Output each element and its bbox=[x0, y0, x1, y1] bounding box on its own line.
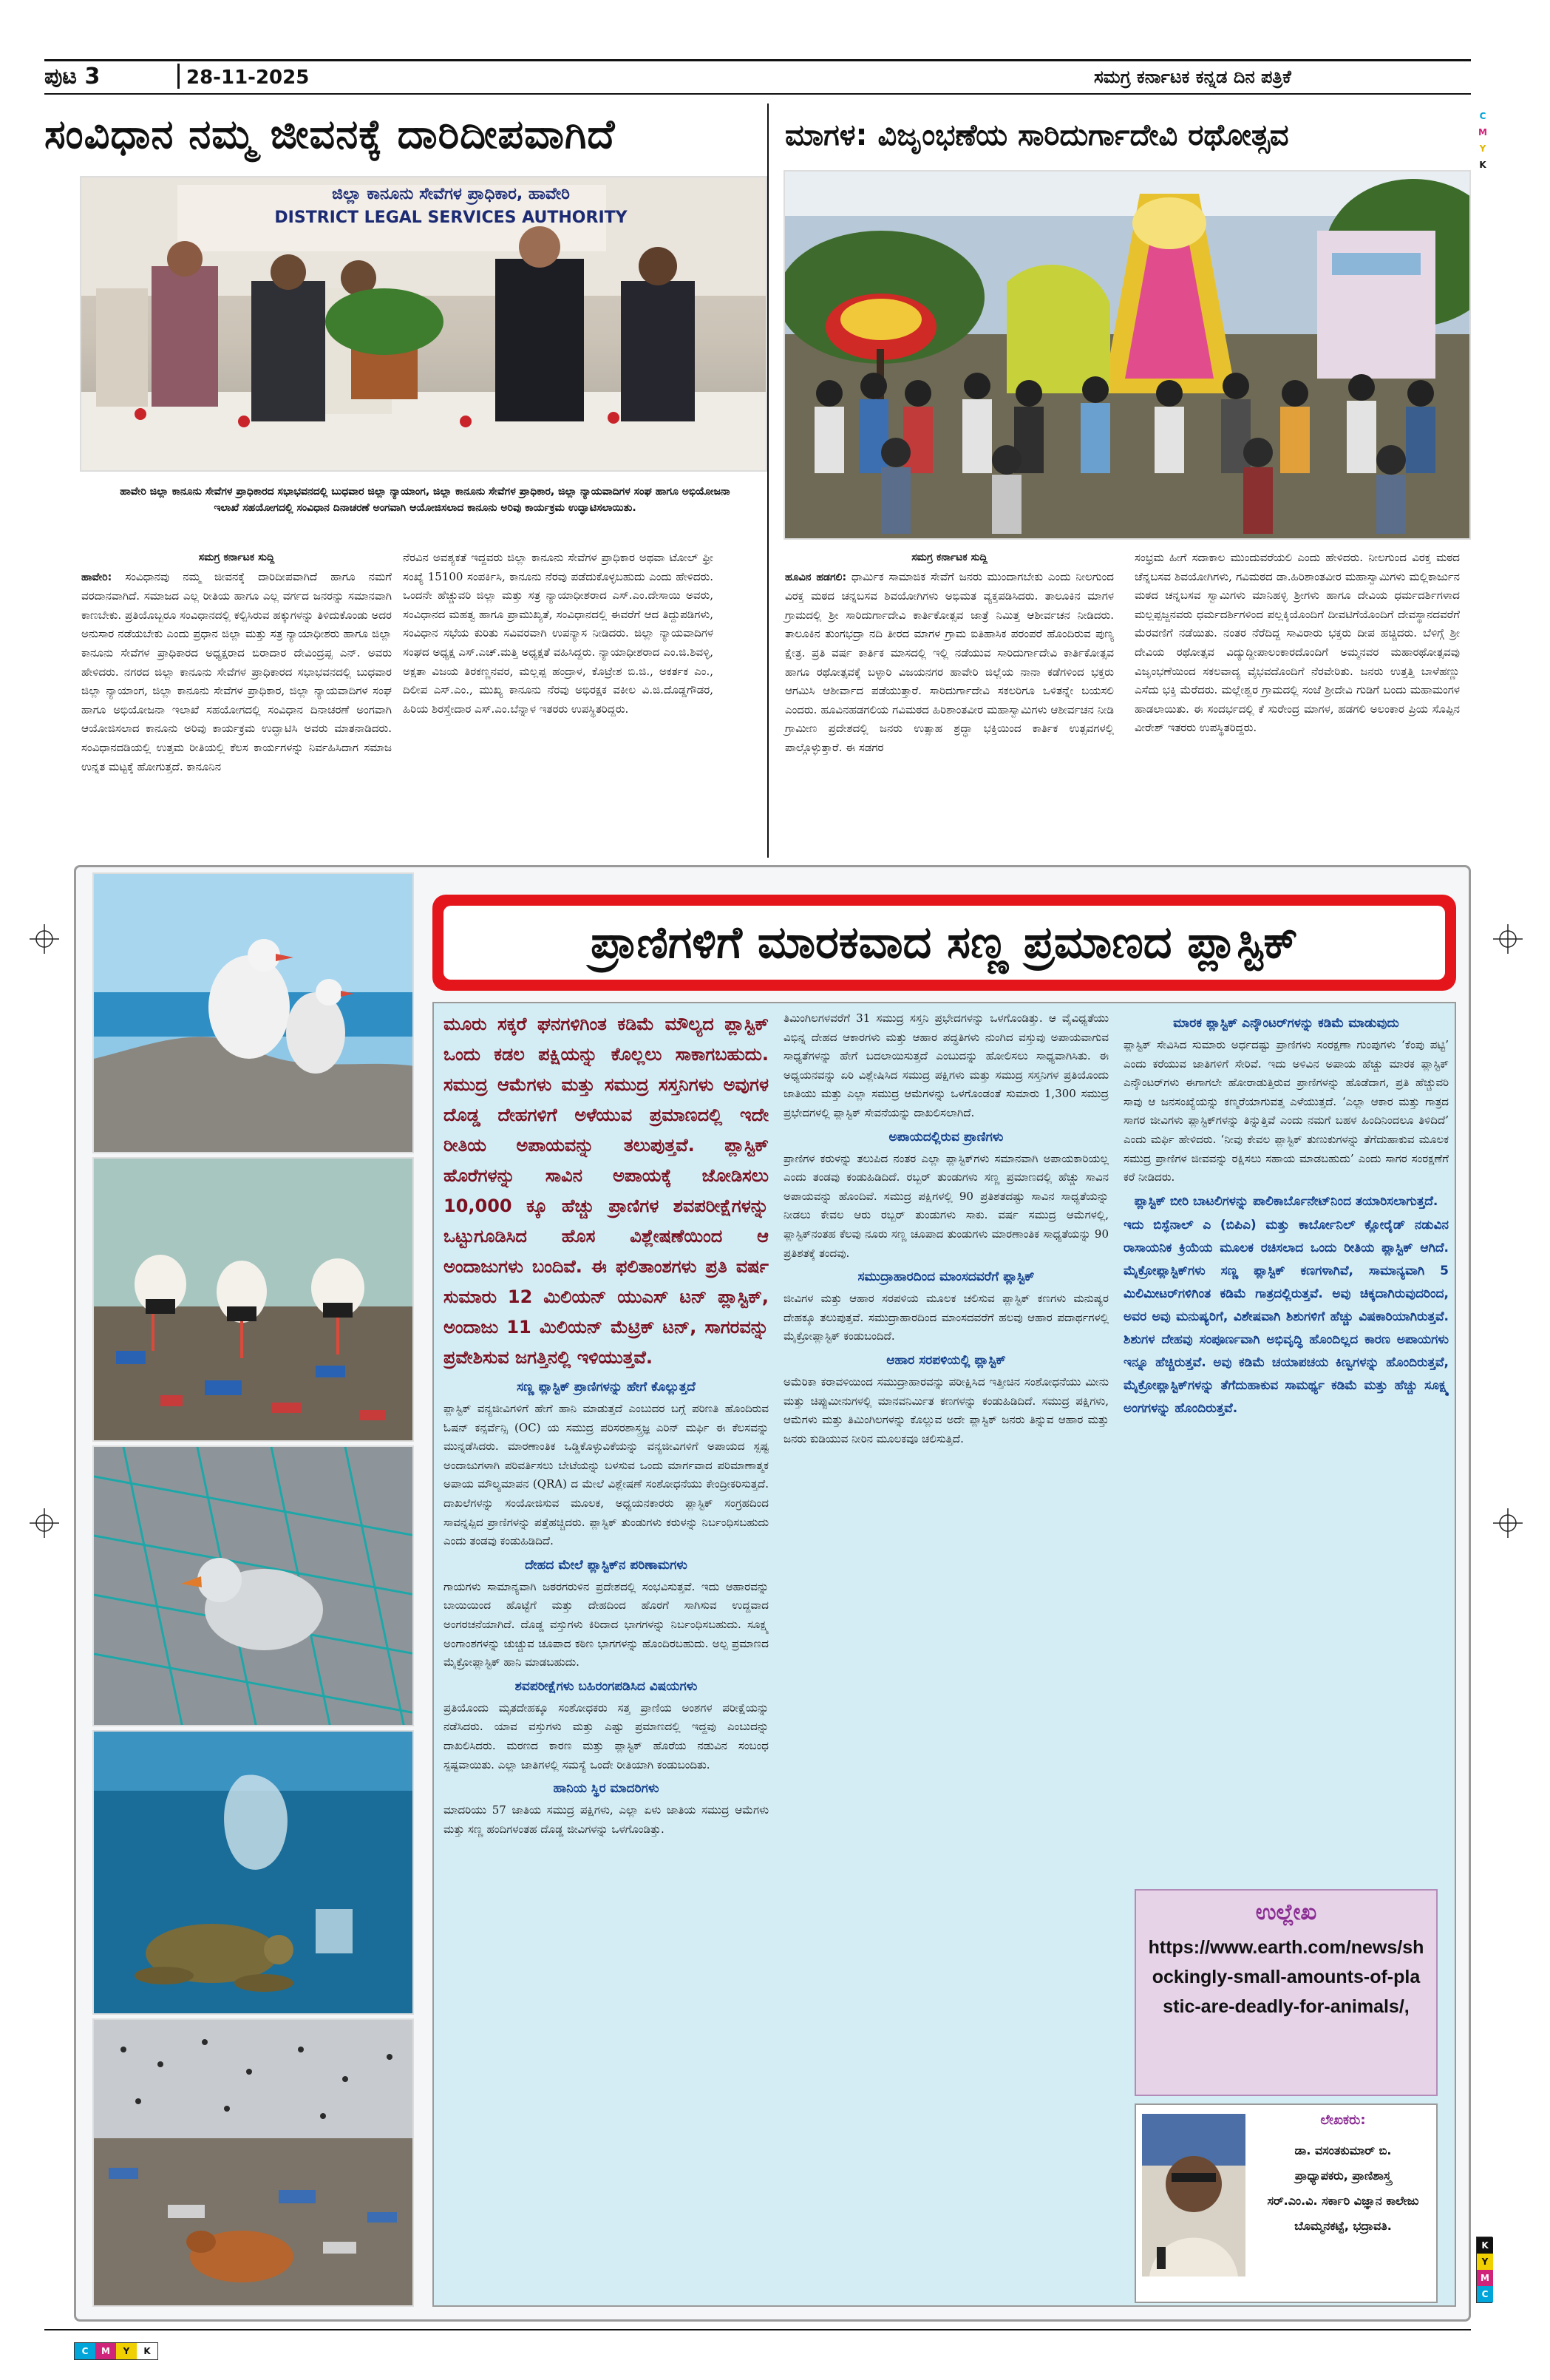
seagull-photo bbox=[92, 872, 414, 1153]
subhead-how-plastic-kills: ಸಣ್ಣ ಪ್ಲಾಸ್ಟಿಕ್ ಪ್ರಾಣಿಗಳನ್ನು ಹೇಗೆ ಕೊಲ್ಲುತ್ತದೆ bbox=[517, 1380, 696, 1394]
author-label: ಲೇಖಕರು: bbox=[1320, 2112, 1366, 2128]
feature-colA-text4: ಮಾದರಿಯು 57 ಜಾತಿಯ ಸಮುದ್ರ ಪಕ್ಷಿಗಳು, ಎಲ್ಲಾ ಏಳು ಜಾತಿಯ ಸಮುದ್ರ ಆಮೆಗಳು ಮತ್ತು ಸಣ್ಣ ಹಂದಿಗಳಂತಹ ದೊಡ್ಡ ಜೀವಿಗಳನ್ನು ಒಳಗೊಂಡಿತ್ತು. bbox=[443, 1803, 769, 1836]
author-name: ಡಾ. ವಸಂತಕುಮಾರ್ ಬಿ. bbox=[1294, 2143, 1392, 2157]
cmyk-letter: K bbox=[1479, 160, 1486, 170]
paper-name: ಸಮಗ್ರ ಕರ್ನಾಟಕ ಕನ್ನಡ ದಿನ ಪತ್ರಿಕೆ bbox=[1094, 67, 1291, 87]
feature-colC-strong: ಇದು ಬಿಸ್ಫೆನಾಲ್ ಎ (ಬಿಪಿಎ) ಮತ್ತು ಕಾರ್ಬೋನಿಲ್ ಕ್ಲೋರೈಡ್ ನಡುವಿನ ರಾಸಾಯನಿಕ ಕ್ರಿಯೆಯ ಮೂಲಕ ರಚಿಸಲಾದ ಒಂದು ರೀತಿಯ ಪ್ಲಾಸ್ಟಿಕ್ ಆಗಿದೆ. ಮೈಕ್ರೋಪ್ಲಾಸ್ಟಿಕ್‌ಗಳು ಸಣ್ಣ ಪ್ಲಾಸ್ಟಿಕ್ ಕಣಗಳಾಗಿವೆ, ಸಾಮಾನ್ಯವಾಗಿ 5 ಮಿಲಿಮೀಟರ್‌ಗಳಿಗಿಂತ ಕಡಿಮೆ ಗಾತ್ರದಲ್ಲಿರುತ್ತವೆ. ಅವು ಚಿಕ್ಕದಾಗಿರುವುದರಿಂದ, ಅವರ ಅವು ಮನುಷ್ಯರಿಗೆ, ವಿಶೇಷವಾಗಿ ಶಿಶುಗಳಿಗೆ ಹೆಚ್ಚು ವಿಷಕಾರಿಯಾಗಿರುತ್ತವೆ. ಶಿಶುಗಳ ದೇಹವು ಸಂಪೂರ್ಣವಾಗಿ ಅಭಿವೃದ್ಧಿ ಹೊಂದಿಲ್ಲದ ಕಾರಣ ಅಪಾಯಗಳು ಇನ್ನೂ ಹೆಚ್ಚಿರುತ್ತವೆ. ಅವು ಕಡಿಮೆ ಚಯಾಪಚಯ ಕಿಣ್ವಗಳನ್ನು ಹೊಂದಿರುತ್ತವೆ, ಮೈಕ್ರೋಪ್ಲಾಸ್ಟಿಕ್‌ಗಳನ್ನು ತೆಗೆದುಹಾಕುವ ಸಾಮರ್ಥ್ಯ ಕಡಿಮೆ ಮತ್ತು ಹೆಚ್ಚು ಸೂಕ್ಷ್ಮ ಅಂಗಗಳನ್ನು ಹೊಂದಿರುತ್ತವೆ. bbox=[1124, 1217, 1449, 1416]
reference-url[interactable]: https://www.earth.com/news/shockingly-small-amounts-of-plastic-are-deadly-for-animals/, bbox=[1148, 1937, 1424, 2017]
story1-col1-text: ಸಂವಿಧಾನವು ನಮ್ಮ ಜೀವನಕ್ಕೆ ದಾರಿದೀಪವಾಗಿದೆ ಹಾಗೂ ನಮಗೆ ವರದಾನವಾಗಿದೆ. ಸಮಾಜದ ಎಲ್ಲ ರೀತಿಯ ಹಾಗೂ ಎಲ್ಲ ವರ್ಗದ ಜನರನ್ನು ಸಮಾನವಾಗಿ ಕಾಣಬೇಕು. ಪ್ರತಿಯೊಬ್ಬರೂ ಸಂವಿಧಾನದಲ್ಲಿ ಕಲ್ಪಿಸಿರುವ ಹಕ್ಕುಗಳನ್ನು ತಿಳಿದುಕೊಂಡು ಅದರ ಅನುಸಾರ ನಡೆಯಬೇಕು ಎಂದು ಪ್ರಧಾನ ಜಿಲ್ಲಾ ಮತ್ತು ಸತ್ರ ನ್ಯಾಯಾಧೀಶರು ಹಾಗೂ ಜಿಲ್ಲಾ ಕಾನೂನು ಸೇವೆಗಳ ಪ್ರಾಧಿಕಾರದ ಅಧ್ಯಕ್ಷರಾದ ಬಿರಾದಾರ ದೇವಿಂದ್ರಪ್ಪ ಎನ್. ಅವರು ಹೇಳಿದರು. ನಗರದ ಜಿಲ್ಲಾ ಕಾನೂನು ಸೇವೆಗಳ ಪ್ರಾಧಿಕಾರದ ಸಭಾಭವನದಲ್ಲಿ ಬುಧವಾರ ಜಿಲ್ಲಾ ನ್ಯಾಯಾಂಗ, ಜಿಲ್ಲಾ ಕಾನೂನು ಸೇವೆಗಳ ಪ್ರಾಧಿಕಾರ, ಜಿಲ್ಲಾ ನ್ಯಾಯವಾದಿಗಳ ಸಂಘ ಹಾಗೂ ಅಭಿಯೋಜನಾ ಇಲಾಖೆ ಸಹಯೋಗದಲ್ಲಿ ಸಂವಿಧಾನ ದಿನಾಚರಣೆ ಅಂಗವಾಗಿ ಆಯೋಜಿಸಲಾದ ಕಾನೂನು ಅರಿವು ಕಾರ್ಯಕ್ರಮ ಉದ್ಘಾಟಿಸಿ ಅವರು ಮಾತನಾಡಿದರು. ಸಂವಿಧಾನದಡಿಯಲ್ಲಿ ಉತ್ತಮ ರೀತಿಯಲ್ಲಿ ಕೆಲಸ ಕಾರ್ಯಗಳನ್ನು ನಿರ್ವಹಿಸಿದಾಗ ಸಮಾಜ ಉನ್ನತ ಮಟ್ಟಕ್ಕೆ ಹೋಗುತ್ತದೆ. ಕಾನೂನಿನ bbox=[81, 569, 392, 773]
author-portrait-image bbox=[1142, 2114, 1245, 2276]
story2-col1 bbox=[785, 549, 1114, 844]
cmyk-strip-top bbox=[1475, 108, 1491, 173]
feature-colB-text1: ತಿಮಿಂಗಿಲಗಳವರೆಗೆ 31 ಸಮುದ್ರ ಸಸ್ತನಿ ಪ್ರಭೇದಗಳನ್ನು ಒಳಗೊಂಡಿತ್ತು. ಆ ವೈವಿಧ್ಯತೆಯು ವಿಭಿನ್ನ ದೇಹದ ಆಕಾರಗಳು ಮತ್ತು ಆಹಾರ ಪದ್ಧತಿಗಳು ನುಂಗಿದ ವಸ್ತುವು ಅಪಾಯವಾಗುವ ಸಾಧ್ಯತೆಗಳನ್ನು ಹೇಗೆ ಬದಲಾಯಿಸುತ್ತದೆ ಎಂಬುದನ್ನು ಹೋಲಿಸಲು ಸಾಧ್ಯವಾಗಿಸಿತು. ಈ ಅಧ್ಯಯನವನ್ನು ಏರಿ ವಿಶ್ಲೇಷಿಸಿದ ಸಮುದ್ರ ಪಕ್ಷಿಗಳು ಮತ್ತು ಸಮುದ್ರ ಸಸ್ತನಿಗಳ ಪ್ರತಿಯೊಂದು ಜಾತಿಯು ಮತ್ತು ಎಲ್ಲಾ ಸಮುದ್ರ ಆಮೆಗಳನ್ನು ಒಳಗೊಂಡಂತೆ ಸುಮಾರು 1,300 ಸಮುದ್ರ ಪ್ರಭೇದಗಳಲ್ಲಿ ಪ್ಲಾಸ್ಟಿಕ್ ಸೇವನೆಯನ್ನು ದಾಖಲಿಸಲಾಗಿದೆ. bbox=[784, 1011, 1109, 1119]
story1-dateline: ಹಾವೇರಿ: bbox=[81, 571, 112, 583]
feature-col-c bbox=[1124, 1009, 1449, 1874]
landfill-photo bbox=[92, 2018, 414, 2307]
story2-col2 bbox=[1135, 549, 1460, 844]
story2-byline: ಸಮಗ್ರ ಕರ್ನಾಟಕ ಸುದ್ದಿ bbox=[911, 552, 988, 563]
registration-mark-icon bbox=[1493, 1508, 1523, 1538]
cmyk-letter: Y bbox=[1479, 143, 1486, 154]
masthead-divider bbox=[177, 64, 180, 89]
column-divider bbox=[767, 104, 769, 858]
top-rule bbox=[44, 59, 1471, 61]
cmyk-letter: C bbox=[1479, 111, 1486, 121]
page-label: ಪುಟ 3 bbox=[44, 64, 101, 89]
turtle-with-plastic-bag-image bbox=[94, 1732, 414, 2015]
cmyk-letter: Y bbox=[1477, 2254, 1493, 2270]
landfill-with-birds-and-cow-image bbox=[94, 2020, 414, 2307]
subhead-effects-on-body: ದೇಹದ ಮೇಲೆ ಪ್ಲಾಸ್ಟಿಕ್‌ನ ಪರಿಣಾಮಗಳು bbox=[525, 1557, 687, 1573]
author-details bbox=[1254, 2138, 1432, 2239]
cmyk-strip-side bbox=[1476, 2237, 1492, 2303]
reference-box bbox=[1135, 1889, 1438, 2096]
photo-banner-en: DISTRICT LEGAL SERVICES AUTHORITY bbox=[274, 208, 628, 227]
subhead-reducing-encounters: ಮಾರಕ ಪ್ಲಾಸ್ಟಿಕ್ ಎನ್ಕೌಂಟರ್‌ಗಳನ್ನು ಕಡಿಮೆ ಮಾಡುವುದು bbox=[1173, 1016, 1399, 1031]
net-bird-photo bbox=[92, 1445, 414, 1726]
story1-col2-text: ನೆರವಿನ ಅವಶ್ಯಕತೆ ಇದ್ದವರು ಜಿಲ್ಲಾ ಕಾನೂನು ಸೇವೆಗಳ ಪ್ರಾಧಿಕಾರ ಅಥವಾ ಟೋಲ್ ಫ್ರೀ ಸಂಖ್ಯೆ 15100 ಸಂಪರ್ಕಿಸಿ, ಕಾನೂನು ನೆರವು ಪಡೆದುಕೊಳ್ಳಬಹುದು ಎಂದು ಹೇಳಿದರು. ಒಂದನೇ ಹೆಚ್ಚುವರಿ ಜಿಲ್ಲಾ ಮತ್ತು ಸತ್ರ ನ್ಯಾಯಾಧೀಶರಾದ ಎಸ್.ಎಂ.ದೇಸಾಯಿ ಅವರು, ಸಂವಿಧಾನದ ಮಹತ್ವ ಹಾಗೂ ಪ್ರಾಮುಖ್ಯತೆ, ಸಂವಿಧಾನದಲ್ಲಿ ಈವರೆಗೆ ಆದ ತಿದ್ದುಪಡಿಗಳು, ಸಂವಿಧಾನ ಸಭೆಯ ಕುರಿತು ಸವಿವರವಾಗಿ ಉಪನ್ಯಾಸ ನೀಡಿದರು. ಜಿಲ್ಲಾ ನ್ಯಾಯವಾದಿಗಳ ಸಂಘದ ಅಧ್ಯಕ್ಷ ಎಸ್.ಎಚ್.ಮತ್ತಿ ಅಧ್ಯಕ್ಷತೆ ವಹಿಸಿದ್ದರು. ನ್ಯಾಯಾಧೀಶರಾದ ಎಂ.ಜಿ.ಶಿವಳ್ಳಿ, ಅಕ್ಷತಾ ವಿಜಯ ತಿರಕಣ್ಣನವರ, ಮಲ್ಲಪ್ಪ ಹಂದ್ರಾಳ, ಕೊಟ್ರೇಶ ಬಿ.ಜಿ., ಅಕರ್ತಕ ಎಂ., ದಿಲೀಪ ಎಸ್.ಎಂ., ಮುಖ್ಯ ಕಾನೂನು ನೆರವು ಅಭಿರಕ್ಷಕ ವಕೀಲ ವಿ.ಜಿ.ದೊಡ್ಡಗೌಡರ, ಹಿರಿಯ ಶಿರಸ್ತೇದಾರ ಎಸ್.ಎಂ.ಬೆನ್ನಾಳ ಇತರರು ಉಪಸ್ಥಿತರಿದ್ದರು. bbox=[403, 551, 713, 716]
photo-banner-kn: ಜಿಲ್ಲಾ ಕಾನೂನು ಸೇವೆಗಳ ಪ್ರಾಧಿಕಾರ, ಹಾವೇರಿ bbox=[332, 185, 570, 203]
feature-colC-text1: ಪ್ಲಾಸ್ಟಿಕ್ ಸೇವಿಸಿದ ಸುಮಾರು ಅರ್ಧದಷ್ಟು ಪ್ರಾಣಿಗಳು ಸಂರಕ್ಷಣಾ ಗುಂಪುಗಳು ‘ಕೆಂಪು ಪಟ್ಟಿ’ ಎಂದು ಕರೆಯುವ ಜಾತಿಗಳಿಗೆ ಸೇರಿವೆ. ಇದು ಅಳಿವಿನ ಅಪಾಯ ಹೆಚ್ಚು ಮಾರಕ ಪ್ಲಾಸ್ಟಿಕ್ ಎನ್ಕೌಂಟರ್‌ಗಳು ಈಗಾಗಲೇ ಹೋರಾಡುತ್ತಿರುವ ಪ್ರಾಣಿಗಳನ್ನು ಹೊಡೆದಾಗ, ಪ್ರತಿ ಹೆಚ್ಚುವರಿ ಸಾವು ಆ ಜನಸಂಖ್ಯೆಯನ್ನು ಕಣ್ಮರೆಯಾಗುವತ್ತ ಎಳೆಯುತ್ತದೆ. ‘ಎಲ್ಲಾ ಆಕಾರ ಮತ್ತು ಗಾತ್ರದ ಸಾಗರ ಜೀವಿಗಳು ಪ್ಲಾಸ್ಟಿಕ್‌ಗಳನ್ನು ತಿನ್ನುತ್ತಿವೆ ಎಂದು ನಮಗೆ ಬಹಳ ಹಿಂದಿನಿಂದಲೂ ತಿಳಿದಿದೆ’ ಎಂದು ಮರ್ಫಿ ಹೇಳಿದರು. ‘ನೀವು ಕೇವಲ ಪ್ಲಾಸ್ಟಿಕ್ ತುಣುಕುಗಳನ್ನು ತೆಗೆದುಹಾಕುವ ಮೂಲಕ ಸಮುದ್ರ ಪ್ರಾಣಿಗಳ ಜೀವವನ್ನು ರಕ್ಷಿಸಲು ಸಹಾಯ ಮಾಡಬಹುದು’ ಎಂದು ಸಾಗರ ಸಂರಕ್ಷಣೆಗೆ ಕರೆ ನೀಡಿದರು. bbox=[1124, 1038, 1449, 1184]
turtle-photo bbox=[92, 1730, 414, 2015]
registration-mark-icon bbox=[30, 1508, 59, 1538]
story1-col1 bbox=[81, 549, 392, 844]
masthead-rule bbox=[44, 93, 1471, 95]
subhead-animals-at-risk: ಅಪಾಯದಲ್ಲಿರುವ ಪ್ರಾಣಿಗಳು bbox=[888, 1129, 1004, 1145]
cmyk-letter: C bbox=[75, 2343, 95, 2359]
subhead-polycarbonate-bottles: ಪ್ಲಾಸ್ಟಿಕ್ ಬೀರಿ ಬಾಟಲಿಗಳನ್ನು ಪಾಲಿಕಾರ್ಬೊನೇಟ್‌ನಿಂದ ತಯಾರಿಸಲಾಗುತ್ತದೆ. bbox=[1134, 1193, 1438, 1209]
feature-lead: ಮೂರು ಸಕ್ಕರೆ ಘನಗಳಿಗಿಂತ ಕಡಿಮೆ ಮೌಲ್ಯದ ಪ್ಲಾಸ್ಟಿಕ್ ಒಂದು ಕಡಲ ಪಕ್ಷಿಯನ್ನು ಕೊಲ್ಲಲು ಸಾಕಾಗಬಹುದು. ಸಮುದ್ರ ಆಮೆಗಳು ಮತ್ತು ಸಮುದ್ರ ಸಸ್ತನಿಗಳು ಅವುಗಳ ದೊಡ್ಡ ದೇಹಗಳಿಗೆ ಅಳೆಯುವ ಪ್ರಮಾಣದಲ್ಲಿ ಇದೇ ರೀತಿಯ ಅಪಾಯವನ್ನು ತಲುಪುತ್ತವೆ. ಪ್ಲಾಸ್ಟಿಕ್ ಹೊರೆಗಳನ್ನು ಸಾವಿನ ಅಪಾಯಕ್ಕೆ ಜೋಡಿಸಲು 10,000 ಕ್ಕೂ ಹೆಚ್ಚು ಪ್ರಾಣಿಗಳ ಶವಪರೀಕ್ಷೆಗಳನ್ನು ಒಟ್ಟುಗೂಡಿಸಿದ ಹೊಸ ವಿಶ್ಲೇಷಣೆಯಿಂದ ಆ ಅಂದಾಜುಗಳು ಬಂದಿವೆ. ಈ ಫಲಿತಾಂಶಗಳು ಪ್ರತಿ ವರ್ಷ ಸುಮಾರು 12 ಮಿಲಿಯನ್ ಯುಎಸ್ ಟನ್ ಪ್ಲಾಸ್ಟಿಕ್, ಅಂದಾಜು 11 ಮಿಲಿಯನ್ ಮೆಟ್ರಿಕ್ ಟನ್, ಸಾಗರವನ್ನು ಪ್ರವೇಶಿಸುವ ಜಗತ್ತಿನಲ್ಲಿ ಇಳಿಯುತ್ತವೆ. bbox=[443, 1014, 769, 1368]
storks-on-garbage-image bbox=[94, 1159, 414, 1442]
chariot-festival-photo bbox=[785, 172, 1471, 540]
author-place: ಬೊಮ್ಮನಕಟ್ಟೆ, ಭದ್ರಾವತಿ. bbox=[1294, 2219, 1392, 2233]
feature-headline: ಪ್ರಾಣಿಗಳಿಗೆ ಮಾರಕವಾದ ಸಣ್ಣ ಪ್ರಮಾಣದ ಪ್ಲಾಸ್ಟಿಕ್ bbox=[591, 917, 1298, 969]
subhead-autopsy-findings: ಶವಪರೀಕ್ಷೆಗಳು ಬಹಿರಂಗಪಡಿಸಿದ ವಿಷಯಗಳು bbox=[514, 1678, 698, 1694]
author-photo bbox=[1142, 2114, 1245, 2276]
feature-colB-text3: ಜೀವಿಗಳ ಮತ್ತು ಆಹಾರ ಸರಪಳಿಯ ಮೂಲಕ ಚಲಿಸುವ ಪ್ಲಾಸ್ಟಿಕ್ ಕಣಗಳು ಮನುಷ್ಯರ ದೇಹಕ್ಕೂ ತಲುಪುತ್ತವೆ. ಸಮುದ್ರಾಹಾರದಿಂದ ಮಾಂಸದವರೆಗೆ ಹಲವು ಆಹಾರ ಪದಾರ್ಥಗಳಲ್ಲಿ ಮೈಕ್ರೋಪ್ಲಾಸ್ಟಿಕ್ ಕಂಡುಬಂದಿದೆ. bbox=[784, 1292, 1109, 1343]
cmyk-letter: M bbox=[95, 2343, 116, 2359]
author-box bbox=[1135, 2103, 1438, 2303]
feature-col-a bbox=[443, 1009, 769, 2296]
subhead-harm-patterns: ಹಾನಿಯ ಸ್ಥಿರ ಮಾದರಿಗಳು bbox=[553, 1781, 659, 1797]
feature-colA-text2: ಗಾಯಗಳು ಸಾಮಾನ್ಯವಾಗಿ ಜಠರಗರುಳಿನ ಪ್ರದೇಶದಲ್ಲಿ ಸಂಭವಿಸುತ್ತವೆ. ಇದು ಆಹಾರವನ್ನು ಬಾಯಿಯಿಂದ ಹೊಟ್ಟೆಗೆ ಮತ್ತು ದೇಹದಿಂದ ಹೊರಗೆ ಸಾಗಿಸುವ ಉದ್ದವಾದ ಅಂಗರಚನೆಯಾಗಿದೆ. ದೊಡ್ಡ ವಸ್ತುಗಳು ಕಿರಿದಾದ ಭಾಗಗಳನ್ನು ನಿರ್ಬಂಧಿಸಬಹುದು. ಸೂಕ್ಷ್ಮ ಅಂಗಾಂಶಗಳನ್ನು ಚುಚ್ಚುವ ಚೂಪಾದ ಕಠಿಣ ಭಾಗಗಳನ್ನು ಹೊಂದಿರಬಹುದು. ಅಲ್ಪ ಪ್ರಮಾಣದ ಮೈಕ್ರೋಪ್ಲಾಸ್ಟಿಕ್ ಹಾನಿ ಮಾಡಬಹುದು. bbox=[443, 1579, 769, 1669]
story2-headline: ಮಾಗಳ: ವಿಜೃಂಭಣೆಯ ಸಾರಿದುರ್ಗಾದೇವಿ ರಥೋತ್ಸವ bbox=[785, 118, 1289, 152]
feature-headline-box bbox=[443, 906, 1445, 980]
cmyk-letter: K bbox=[1477, 2237, 1493, 2254]
cmyk-letter: M bbox=[1477, 2270, 1493, 2286]
registration-mark-icon bbox=[30, 924, 59, 954]
story2-dateline: ಹೂವಿನ ಹಡಗಲಿ: bbox=[785, 571, 847, 583]
cmyk-letter: Y bbox=[116, 2343, 137, 2359]
issue-date: 28-11-2025 bbox=[186, 67, 310, 89]
cmyk-letter: K bbox=[137, 2343, 157, 2359]
author-role: ಪ್ರಾಧ್ಯಾಪಕರು, ಪ್ರಾಣಿಶಾಸ್ತ್ರ bbox=[1294, 2169, 1392, 2183]
story2-photo bbox=[784, 170, 1471, 540]
bottom-rule bbox=[44, 2329, 1471, 2330]
feature-colA-text1: ಪ್ಲಾಸ್ಟಿಕ್ ವನ್ಯಜೀವಿಗಳಿಗೆ ಹೇಗೆ ಹಾನಿ ಮಾಡುತ್ತದೆ ಎಂಬುದರ ಬಗ್ಗೆ ಪರಿಣತಿ ಹೊಂದಿರುವ ಓಷನ್ ಕನ್ಸರ್ವೆನ್ಸಿ (OC) ಯ ಸಮುದ್ರ ಪರಿಸರಶಾಸ್ತ್ರಜ್ಞ ಎರಿನ್ ಮರ್ಫಿ ಈ ಕೆಲಸವನ್ನು ಮುನ್ನಡೆಸಿದರು. ಮಾರಣಾಂತಿಕ ಒಡ್ಡಿಕೊಳ್ಳುವಿಕೆಯನ್ನು ವನ್ಯಜೀವಿಗಳಿಗೆ ಅಪಾಯದ ಸ್ಪಷ್ಟ ಅಂದಾಜುಗಳಾಗಿ ಪರಿವರ್ತಿಸಲು ಬೇಟೆಯನ್ನು ಬಳಸುವ ಒಂದು ಮಾರ್ಗವಾದ ಪರಿಮಾಣಾತ್ಮಕ ಅಪಾಯ ಮೌಲ್ಯಮಾಪನ (QRA) ದ ಮೇಲೆ ವಿಶ್ಲೇಷಣೆ ಸಂಶೋಧನೆಯು ಕೇಂದ್ರೀಕರಿಸುತ್ತದೆ. ದಾಖಲೆಗಳನ್ನು ಸಂಯೋಜಿಸುವ ಮೂಲಕ, ಅಧ್ಯಯನಕಾರರು ಪ್ಲಾಸ್ಟಿಕ್ ಸಂಗ್ರಹದಿಂದ ಸಾವನ್ನಪ್ಪಿದ ಪ್ರಾಣಿಗಳನ್ನು ಪತ್ತೆಹಚ್ಚಿದರು. ಪ್ಲಾಸ್ಟಿಕ್ ತುಂಡುಗಳು ಕರುಳನ್ನು ನಿರ್ಬಂಧಿಸಬಹುದು ಎಂದು ತಂಡವು ಕಂಡುಹಿಡಿದಿದೆ. bbox=[443, 1402, 769, 1548]
story2-col2-text: ಸಂಭ್ರಮ ಹೀಗೆ ಸದಾಕಾಲ ಮುಂದುವರೆಯಲಿ ಎಂದು ಹೇಳಿದರು. ನೀಲಗುಂದ ವಿರಕ್ತ ಮಠದ ಚೆನ್ನಬಸವ ಶಿವಯೋಗಿಗಳು, ಗವಿಮಠದ ಡಾ.ಹಿರಿಶಾಂತವೀರ ಮಹಾಸ್ವಾಮಿಗಳು ಮಲ್ಲಿಕಾರ್ಜುನ ಮಠದ ಚನ್ನಬಸವ ಸ್ವಾಮಿಗಳು ಮಾನಿಹಳ್ಳಿ ಶ್ರೀಗಳು ಹಾಗೂ ದೇವಿಯ ಧರ್ಮದರ್ಶಿಗಳಾದ ಮಲ್ಲಪ್ಪಜ್ಜನವರು ಧರ್ಮದರ್ಶಿಗಳಿಂದ ಪಲ್ಲಕ್ಕಿಯೊಂದಿಗೆ ದೀವಟಿಗೆಯೊಂದಿಗೆ ದೇವಸ್ಥಾನದವರೆಗೆ ಮೆರವಣಿಗೆ ನಡೆಯಿತು. ನಂತರ ನೆರೆದಿದ್ದ ಸಾವಿರಾರು ಭಕ್ತರು ದೀಪ ಹಚ್ಚಿದರು. ಬೆಳಿಗ್ಗೆ ಶ್ರೀ ದೇವಿಯ ರಥೋತ್ಸವ ವಿದ್ಯುದ್ದೀಪಾಲಂಕಾರದೊಂದಿಗೆ ಅಮ್ಮನವರ ಮಹಾರಥೋತ್ಸವವು ವಿಜೃಂಭಣೆಯಿಂದ ಸಕಲವಾದ್ಯ ವೈಭವದೊಂದಿಗೆ ನೆರವೇರಿತು. ಜನರು ಉತ್ತತ್ತಿ ಬಾಳೆಹಣ್ಣು ಎಸೆದು ಭಕ್ತಿ ಮೆರೆದರು. ಮಲ್ಲೇಶ್ವರ ಗ್ರಾಮದಲ್ಲಿ ಸಂಜೆ ಶ್ರೀದೇವಿ ಗುಡಿಗೆ ಬಂದು ಮಹಾಮಂಗಳ ಹಾಡಲಾಯಿತು. ಈ ಸಂದರ್ಭದಲ್ಲಿ ಕೆ ಸುರೇಂದ್ರ ಮಾಗಳ, ಹಡಗಲಿ ಅಲಂಕಾರ ಪ್ರಿಯ ಸೊಪ್ಪಿನ ವೀರೇಶ್ ಇತರರು ಉಪಸ್ಥಿತರಿದ್ದರು. bbox=[1135, 551, 1460, 735]
reference-title: ಉಲ್ಲೇಖ bbox=[1255, 1899, 1317, 1925]
bird-in-fishing-net-image bbox=[94, 1447, 414, 1726]
story2-col1-text: ಧಾರ್ಮಿಕ ಸಾಮಾಜಿಕ ಸೇವೆಗೆ ಜನರು ಮುಂದಾಗಬೇಕು ಎಂದು ನೀಲಗುಂದ ವಿರಕ್ತ ಮಠದ ಚನ್ನಬಸವ ಶಿವಯೋಗಿಗಳು ಅಭಿಮತ ವ್ಯಕ್ತಪಡಿಸಿದರು. ತಾಲೂಕಿನ ಮಾಗಳ ಗ್ರಾಮದಲ್ಲಿ ಶ್ರೀ ಸಾರಿದುರ್ಗಾದೇವಿ ಕಾರ್ತಿಕೋತ್ಸವ ಜಾತ್ರೆ ನಿಮಿತ್ತ ಆಶೀರ್ವಚನ ನೀಡಿದರು. ತಾಲೂಕಿನ ತುಂಗಭದ್ರಾ ನದಿ ತೀರದ ಮಾಗಳ ಗ್ರಾಮ ಐತಿಹಾಸಿಕ ಪರಂಪರೆ ಹೊಂದಿರುವ ಪುಣ್ಯ ಕ್ಷೇತ್ರ. ಪ್ರತಿ ವರ್ಷ ಕಾರ್ತಿಕ ಮಾಸದಲ್ಲಿ ಇಲ್ಲಿ ನಡೆಯುವ ಸಾರಿದುರ್ಗಾದೇವಿ ಕಾರ್ತಿಕೋತ್ಸವ ಹಾಗೂ ರಥೋತ್ಸವಕ್ಕೆ ಬಳ್ಳಾರಿ ವಿಜಯನಗರ ಹಾವೇರಿ ಜಿಲ್ಲೆಯ ನಾನಾ ಕಡೆಗಳಿಂದ ಭಕ್ತರು ಆಗಮಿಸಿ ಆಶೀರ್ವಾದ ಪಡೆಯುತ್ತಾರೆ. ಸಾರಿದುರ್ಗಾದೇವಿ ಸಕಲರಿಗೂ ಒಳಿತನ್ನೇ ಬಯಸಲಿ ಎಂದರು. ಹೂವಿನಹಡಗಲಿಯ ಗವಿಮಠದ ಹಿರಿಶಾಂತವೀರ ಮಹಾಸ್ವಾಮಿಗಳು ಆಶೀರ್ವಚನ ನೀಡಿ ಗ್ರಾಮೀಣ ಪ್ರದೇಶದಲ್ಲಿ ಜನರು ಉತ್ಸಾಹ ಶ್ರದ್ಧಾ ಭಕ್ತಿಯಿಂದ ಕಾರ್ತಿಕ ಉತ್ಸವಗಳಲ್ಲಿ ಪಾಲ್ಗೊಳ್ಳುತ್ತಾರೆ. ಈ ಸಡಗರ bbox=[785, 569, 1114, 754]
story1-caption: ಹಾವೇರಿ ಜಿಲ್ಲಾ ಕಾನೂನು ಸೇವೆಗಳ ಪ್ರಾಧಿಕಾರದ ಸಭಾಭವನದಲ್ಲಿ ಬುಧವಾರ ಜಿಲ್ಲಾ ನ್ಯಾಯಾಂಗ, ಜಿಲ್ಲಾ ಕಾನೂನು ಸೇವೆಗಳ ಪ್ರಾಧಿಕಾರ, ಜಿಲ್ಲಾ ನ್ಯಾಯವಾದಿಗಳ ಸಂಘ ಹಾಗೂ ಅಭಿಯೋಜನಾ ಇಲಾಖೆ ಸಹಯೋಗದಲ್ಲಿ ಸಂವಿಧಾನ ದಿನಾಚರಣೆ ಅಂಗವಾಗಿ ಆಯೋಜಿಸಲಾದ ಕಾನೂನು ಅರಿವು ಕಾರ್ಯಕ್ರಮ ಉದ್ಘಾಟಿಸಲಾಯಿತು. bbox=[120, 486, 730, 514]
registration-mark-icon bbox=[1493, 924, 1523, 954]
author-college: ಸರ್.ಎಂ.ವಿ. ಸರ್ಕಾರಿ ವಿಜ್ಞಾನ ಕಾಲೇಜು bbox=[1267, 2194, 1419, 2208]
cmyk-letter: M bbox=[1478, 127, 1487, 138]
feature-colB-text2: ಪ್ರಾಣಿಗಳ ಕರುಳನ್ನು ತಲುಪಿದ ನಂತರ ಎಲ್ಲಾ ಪ್ಲಾಸ್ಟಿಕ್‌ಗಳು ಸಮಾನವಾಗಿ ಅಪಾಯಕಾರಿಯಲ್ಲ ಎಂದು ತಂಡವು ಕಂಡುಹಿಡಿದಿದೆ. ರಬ್ಬರ್ ತುಂಡುಗಳು ಸಣ್ಣ ಪ್ರಮಾಣದಲ್ಲಿ ಹೆಚ್ಚು ಸಾವಿನ ಅಪಾಯವನ್ನು ಹೊಂದಿವೆ. ಸಮುದ್ರ ಪಕ್ಷಿಗಳಲ್ಲಿ 90 ಪ್ರತಿಶತದಷ್ಟು ಸಾವಿನ ಸಾಧ್ಯತೆಯನ್ನು ನೀಡಲು ಕೇವಲ ಆರು ರಬ್ಬರ್ ತುಂಡುಗಳು ಸಾಕು. ವರ್ಷ ಸಮುದ್ರ ಆಮೆಗಳಲ್ಲಿ, ಪ್ಲಾಸ್ಟಿಕ್‌ನಂತಹ ಕೆಲವು ನೂರು ಸಣ್ಣ ಚೂಪಾದ ತುಂಡುಗಳು ಮಾರಣಾಂತಿಕ ಸಾಧ್ಯತೆಯನ್ನು 90 ಪ್ರತಿಶತಕ್ಕೆ ತಂದವು. bbox=[784, 1151, 1109, 1260]
feature-col-b bbox=[784, 1009, 1109, 2296]
subhead-seafood-to-meat: ಸಮುದ್ರಾಹಾರದಿಂದ ಮಾಂಸದವರೆಗೆ ಪ್ಲಾಸ್ಟಿಕ್ bbox=[857, 1269, 1035, 1285]
seagulls-on-rock-image bbox=[94, 874, 414, 1153]
cmyk-strip-bottom bbox=[74, 2342, 158, 2360]
subhead-food-chain: ಆಹಾರ ಸರಪಳಿಯಲ್ಲಿ ಪ್ಲಾಸ್ಟಿಕ್ bbox=[886, 1352, 1006, 1368]
story1-byline: ಸಮಗ್ರ ಕರ್ನಾಟಕ ಸುದ್ದಿ bbox=[198, 552, 275, 563]
feature-colA-text3: ಪ್ರತಿಯೊಂದು ಮೃತದೇಹಕ್ಕೂ ಸಂಶೋಧಕರು ಸತ್ತ ಪ್ರಾಣಿಯ ಅಂಶಗಳ ಪರೀಕ್ಷೆಯನ್ನು ನಡೆಸಿದರು. ಯಾವ ವಸ್ತುಗಳು ಮತ್ತು ಎಷ್ಟು ಪ್ರಮಾಣದಲ್ಲಿ ಇದ್ದವು ಎಂಬುದನ್ನು ದಾಖಲಿಸಿದರು. ಮರಣದ ಕಾರಣ ಮತ್ತು ಪ್ಲಾಸ್ಟಿಕ್ ಹೊರೆಯ ನಡುವಿನ ಸಂಬಂಧ ಸ್ಪಷ್ಟವಾಯಿತು. ಎಲ್ಲಾ ಜಾತಿಗಳಲ್ಲಿ ಸಮಸ್ಯೆ ಒಂದೇ ರೀತಿಯಾಗಿ ಕಂಡುಬಂದಿತು. bbox=[443, 1701, 769, 1772]
storks-photo bbox=[92, 1157, 414, 1442]
feature-colB-text4: ಅಮೆರಿಕಾ ಕರಾವಳಿಯಿಂದ ಸಮುದ್ರಾಹಾರವನ್ನು ಪರೀಕ್ಷಿಸಿದ ಇತ್ತೀಚಿನ ಸಂಶೋಧನೆಯು ಮೀನು ಮತ್ತು ಚಿಪ್ಪುಮೀನುಗಳಲ್ಲಿ ಮಾನವನಿರ್ಮಿತ ಕಣಗಳನ್ನು ಕಂಡುಹಿಡಿದಿದೆ. ಸಮುದ್ರ ಪಕ್ಷಿಗಳು, ಆಮೆಗಳು ಮತ್ತು ತಿಮಿಂಗಿಲಗಳನ್ನು ಕೊಲ್ಲುವ ಅದೇ ಪ್ಲಾಸ್ಟಿಕ್ ಜನರು ತಿನ್ನುವ ಆಹಾರ ಮತ್ತು ಜನರು ಕುಡಿಯುವ ನೀರಿನ ಮೂಲಕವೂ ಚಲಿಸುತ್ತಿದೆ. bbox=[784, 1374, 1109, 1445]
cmyk-letter: C bbox=[1477, 2286, 1493, 2302]
story1-col2 bbox=[403, 549, 713, 844]
story1-headline: ಸಂವಿಧಾನ ನಮ್ಮ ಜೀವನಕ್ಕೆ ದಾರಿದೀಪವಾಗಿದೆ bbox=[44, 111, 616, 157]
